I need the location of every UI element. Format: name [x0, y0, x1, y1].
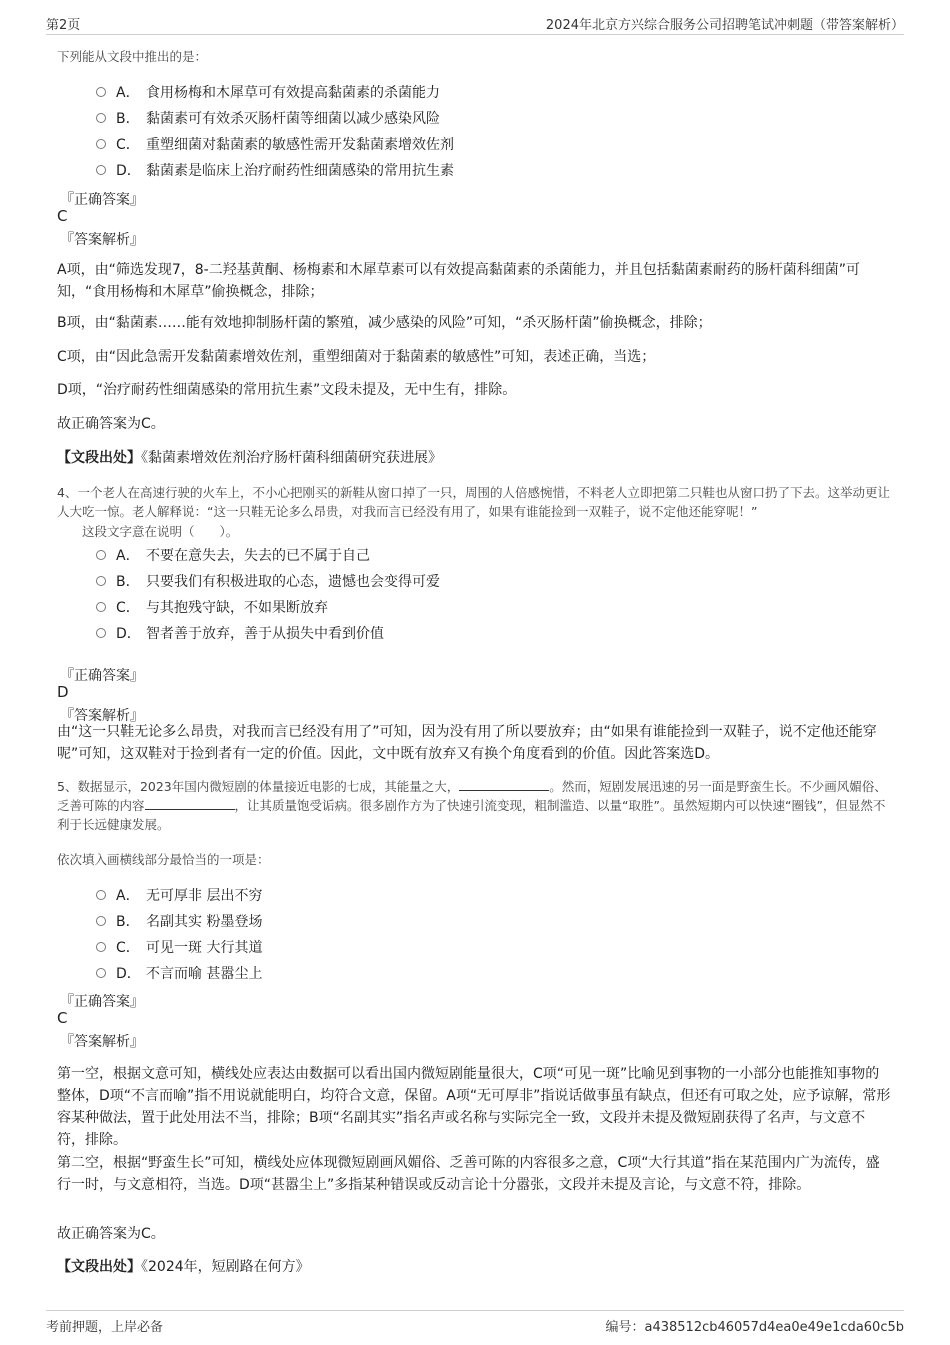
q3-stem: 下列能从文段中推出的是：	[57, 49, 208, 64]
radio-icon[interactable]	[96, 576, 106, 586]
radio-icon[interactable]	[96, 139, 106, 149]
q5-prompt: 依次填入画横线部分最恰当的一项是：	[57, 852, 270, 867]
q4-answer: D	[57, 683, 69, 701]
radio-icon[interactable]	[96, 550, 106, 560]
q4-option-b[interactable]: B． 只要我们有积极进取的心态，遗憾也会变得可爱	[96, 571, 440, 591]
q3-option-a[interactable]: A． 食用杨梅和木犀草可有效提高黏菌素的杀菌能力	[96, 82, 440, 102]
page-number: 第2页	[46, 18, 81, 33]
radio-icon[interactable]	[96, 890, 106, 900]
q3-answer: C	[57, 207, 68, 225]
radio-icon[interactable]	[96, 628, 106, 638]
q5-option-d[interactable]: D． 不言而喻 甚嚣尘上	[96, 963, 262, 983]
document-title: 2024年北京方兴综合服务公司招聘笔试冲刺题（带答案解析）	[545, 18, 904, 33]
q5-option-b[interactable]: B． 名副其实 粉墨登场	[96, 911, 262, 931]
q3-option-c[interactable]: C． 重塑细菌对黏菌素的敏感性需开发黏菌素增效佐剂	[96, 134, 454, 154]
q3-analysis-label: 『答案解析』	[60, 232, 144, 248]
q5-answer: C	[57, 1009, 68, 1027]
q4-answer-label: 『正确答案』	[60, 668, 144, 684]
q3-analysis-d: D项，“治疗耐药性细菌感染的常用抗生素”文段未提及，无中生有，排除。	[57, 382, 517, 398]
q5-analysis-label: 『答案解析』	[60, 1034, 144, 1050]
fill-blank-2	[145, 797, 235, 810]
q4-analysis-label: 『答案解析』	[60, 708, 144, 724]
radio-icon[interactable]	[96, 942, 106, 952]
q5-stem: 5、数据显示，2023年国内微短剧的体量接近电影的七成，其能量之大， 。然而，短剧发展迅速的另一面是野蛮生长。不少画风媚俗、乏善可陈的内容 ，让其质量饱受诟病。很多剧作方为了快速引流变现，粗制滥造、以量“取胜”。虽然短期内可以快速“圈钱”，但显然不利于长远健康发展。	[57, 779, 887, 832]
q5-source: 【文段出处】《2024年，短剧路在何方》	[57, 1259, 310, 1275]
q3-option-b[interactable]: B． 黏菌素可有效杀灭肠杆菌等细菌以减少感染风险	[96, 108, 440, 128]
radio-icon[interactable]	[96, 87, 106, 97]
q5-option-c[interactable]: C． 可见一斑 大行其道	[96, 937, 262, 957]
q4-option-a[interactable]: A． 不要在意失去，失去的已不属于自己	[96, 545, 370, 565]
q5-analysis-second-blank: 第二空，根据“野蛮生长”可知，横线处应体现微短剧画风媚俗、乏善可陈的内容很多之意，C项“大行其道”指在某范围内广为流传，盛行一时，与文意相符，当选。D项“甚嚣尘上”多指某种错误或反动言论十分嚣张，文段并未提及言论，与文意不符，排除。	[57, 1155, 880, 1193]
q4-stem: 4、一个老人在高速行驶的火车上，不小心把刚买的新鞋从窗口掉了一只，周围的人倍感惋惜，不料老人立即把第二只鞋也从窗口扔了下去。这举动更让人大吃一惊。老人解释说：“这一只鞋无论多么昂贵，对我而言已经没有用了，如果有谁能捡到一双鞋子，说不定他还能穿呢！”	[57, 485, 890, 519]
q3-answer-label: 『正确答案』	[60, 192, 144, 208]
q3-source: 【文段出处】《黏菌素增效佐剂治疗肠杆菌科细菌研究获进展》	[57, 450, 442, 466]
fill-blank-1	[459, 778, 549, 791]
radio-icon[interactable]	[96, 165, 106, 175]
footer-slogan: 考前押题，上岸必备	[46, 1320, 164, 1335]
q4-option-d[interactable]: D． 智者善于放弃，善于从损失中看到价值	[96, 623, 384, 643]
q3-analysis-b: B项，由“黏菌素……能有效地抑制肠杆菌的繁殖，减少感染的风险”可知，“杀灭肠杆菌”偷换概念，排除；	[57, 315, 712, 331]
q5-answer-label: 『正确答案』	[60, 994, 144, 1010]
q4-option-c[interactable]: C． 与其抱残守缺，不如果断放弃	[96, 597, 328, 617]
q5-analysis-first-blank: 第一空，根据文意可知，横线处应表达由数据可以看出国内微短剧能量很大，C项“可见一斑”比喻见到事物的一小部分也能推知事物的整体，D项“不言而喻”指不用说就能明白，均符合文意，保留。A项“无可厚非”指说话做事虽有缺点，但还有可取之处，应予谅解，常形容某种做法，置于此处用法不当，排除；B项“名副其实”指名声或名称与实际完全一致，文段并未提及微短剧获得了名声，与文意不符，排除。	[57, 1066, 891, 1148]
q5-conclusion: 故正确答案为C。	[57, 1226, 165, 1242]
q5-option-a[interactable]: A． 无可厚非 层出不穷	[96, 885, 262, 905]
radio-icon[interactable]	[96, 968, 106, 978]
q3-analysis-a: A项，由“筛选发现7，8-二羟基黄酮、杨梅素和木犀草素可以有效提高黏菌素的杀菌能力，并且包括黏菌素耐药的肠杆菌科细菌”可知，“食用杨梅和木犀草”偷换概念，排除；	[57, 262, 860, 300]
radio-icon[interactable]	[96, 916, 106, 926]
q3-conclusion: 故正确答案为C。	[57, 416, 165, 432]
document-code: 编号：a438512cb46057d4ea0e49e1cda60c5b	[605, 1320, 904, 1335]
radio-icon[interactable]	[96, 602, 106, 612]
q4-prompt: 这段文字意在说明（ ）。	[82, 524, 239, 539]
q4-analysis: 由“这一只鞋无论多么昂贵，对我而言已经没有用了”可知，因为没有用了所以要放弃；由“如果有谁能捡到一双鞋子，说不定他还能穿呢”可知，这双鞋对于捡到者有一定的价值。因此，文中既有放弃又有换个角度看到的价值。因此答案选D。	[57, 724, 877, 762]
page-footer	[46, 1310, 904, 1337]
q3-option-d[interactable]: D． 黏菌素是临床上治疗耐药性细菌感染的常用抗生素	[96, 160, 454, 180]
q3-analysis-c: C项，由“因此急需开发黏菌素增效佐剂，重塑细菌对于黏菌素的敏感性”可知，表述正确，当选；	[57, 349, 656, 365]
radio-icon[interactable]	[96, 113, 106, 123]
